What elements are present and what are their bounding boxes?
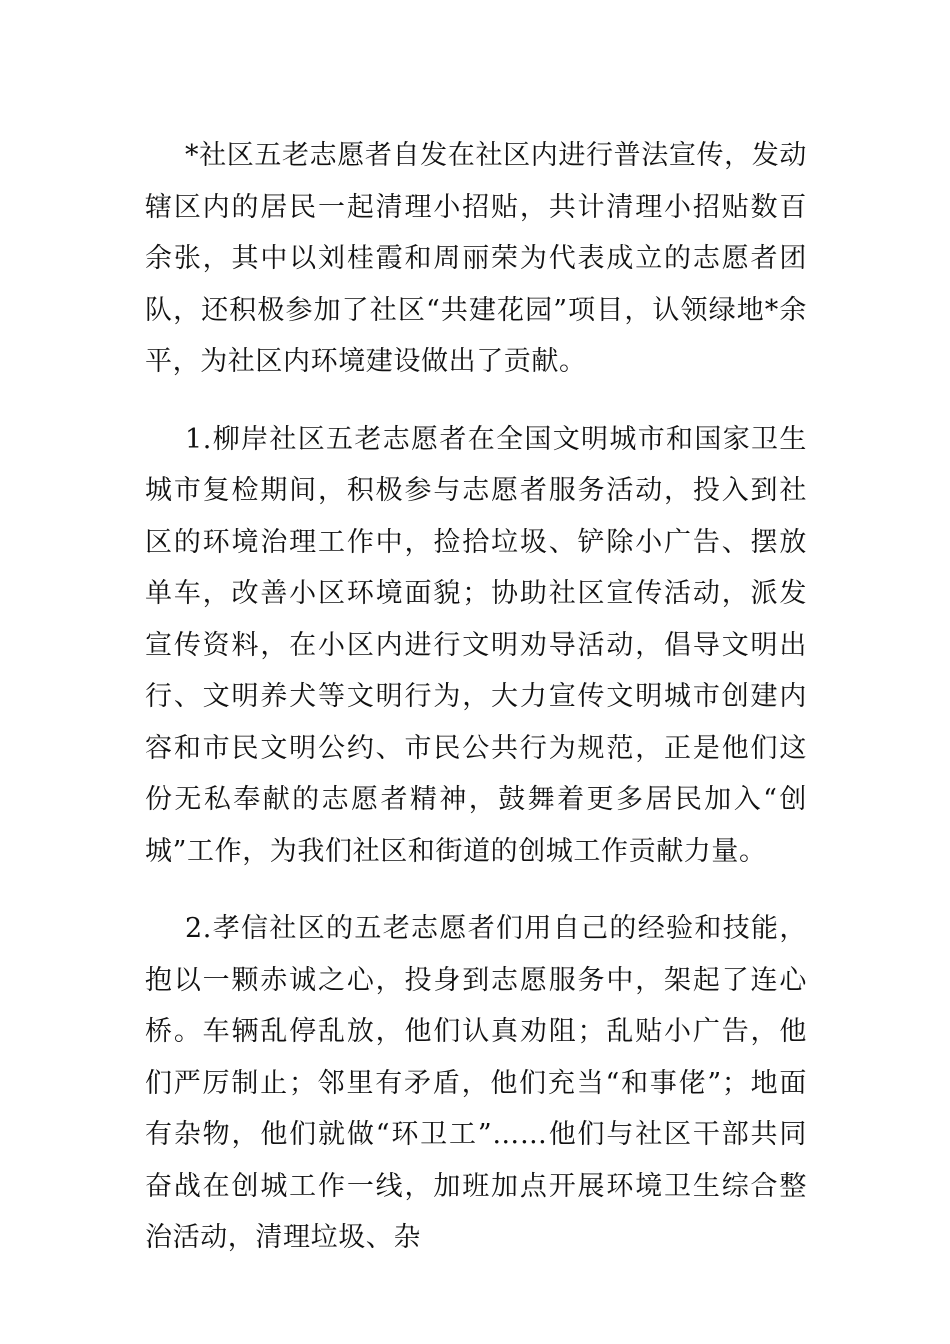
paragraph-intro: *社区五老志愿者自发在社区内进行普法宣传，发动辖区内的居民一起清理小招贴，共计清理小招贴数百余张，其中以刘桂霞和周丽荣为代表成立的志愿者团队，还积极参加了社区“共建花园”项目，认领绿地*余平，为社区内环境建设做出了贡献。 [145, 140, 807, 377]
paragraph-xiaoxin-community: 2.孝信社区的五老志愿者们用自己的经验和技能，抱以一颗赤诚之心，投身到志愿服务中，架起了连心桥。车辆乱停乱放，他们认真劝阻；乱贴小广告，他们严厉制止；邻里有矛盾，他们充当“和事佬”；地面有杂物，他们就做“环卫工”……他们与社区干部共同奋战在创城工作一线，加班加点开展环境卫生综合整治活动，清理垃圾、杂 [145, 913, 807, 1253]
document-body [145, 130, 807, 1290]
paragraph-liuan-community: 1.柳岸社区五老志愿者在全国文明城市和国家卫生城市复检期间，积极参与志愿者服务活动，投入到社区的环境治理工作中，捡拾垃圾、铲除小广告、摆放单车，改善小区环境面貌；协助社区宣传活动，派发宣传资料，在小区内进行文明劝导活动，倡导文明出行、文明养犬等文明行为，大力宣传文明城市创建内容和市民文明公约、市民公共行为规范，正是他们这份无私奉献的志愿者精神，鼓舞着更多居民加入“创城”工作，为我们社区和街道的创城工作贡献力量。 [145, 423, 807, 867]
